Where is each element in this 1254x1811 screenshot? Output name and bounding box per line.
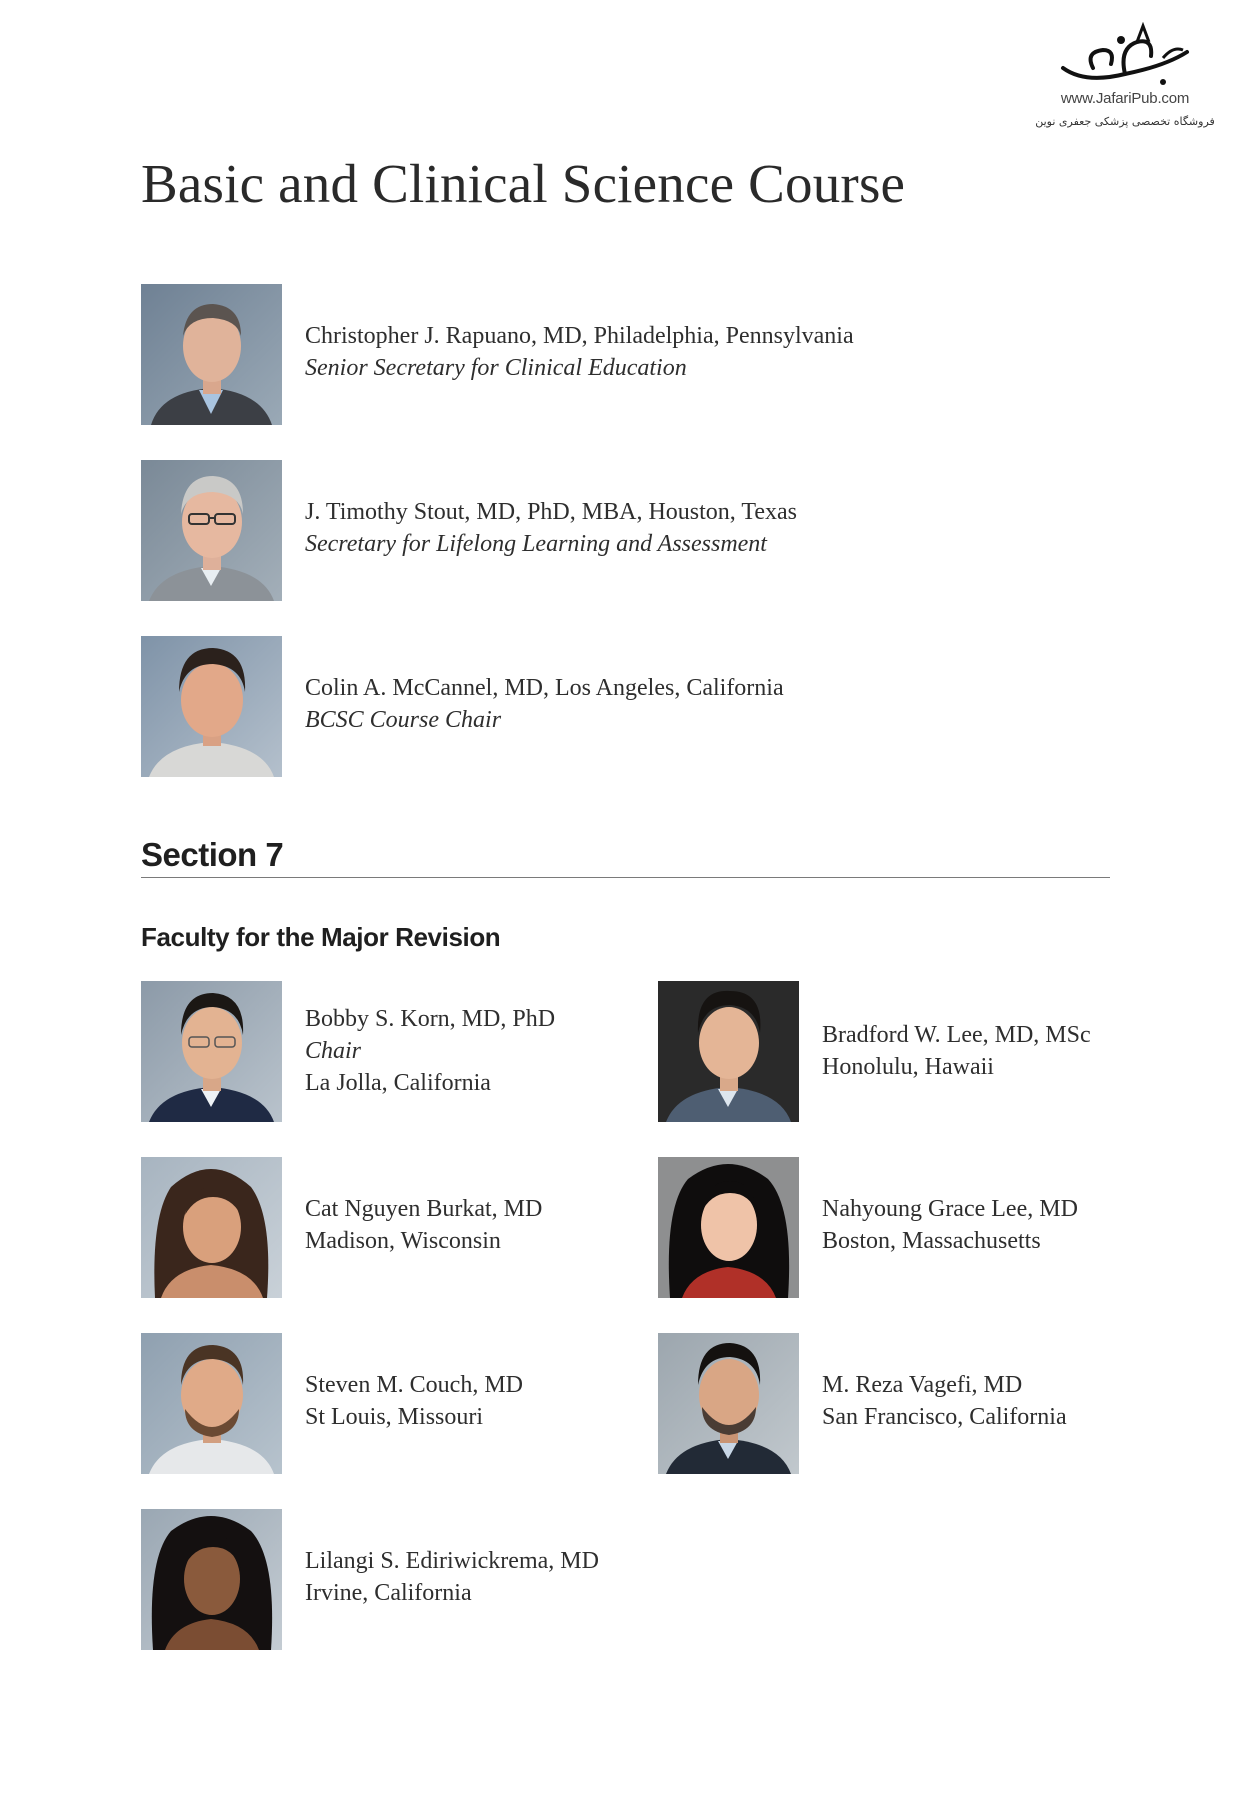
faculty-name: Bobby S. Korn, MD, PhD (305, 1006, 556, 1032)
portrait-photo (141, 1157, 282, 1298)
leader-info (305, 496, 797, 560)
faculty-name: M. Reza Vagefi, MD (822, 1372, 1023, 1398)
portrait-photo (141, 636, 282, 777)
portrait-photo (141, 284, 282, 425)
faculty-info (305, 1003, 555, 1099)
faculty-location: Madison, Wisconsin (305, 1228, 501, 1254)
watermark-url[interactable]: www.JafariPub.com (1060, 90, 1190, 107)
leader-info (305, 672, 784, 736)
faculty-location: San Francisco, California (822, 1404, 1067, 1430)
portrait-photo (658, 1157, 799, 1298)
leader-role: Senior Secretary for Clinical Education (305, 355, 687, 381)
faculty-info (305, 1193, 542, 1257)
faculty-name: Cat Nguyen Burkat, MD (305, 1196, 543, 1222)
faculty-location: St Louis, Missouri (305, 1404, 484, 1430)
faculty-name: Lilangi S. Ediriwickrema, MD (305, 1548, 599, 1574)
leader-role: Secretary for Lifelong Learning and Assessment (305, 531, 767, 557)
faculty-info (822, 1019, 1091, 1083)
faculty-name: Bradford W. Lee, MD, MSc (822, 1022, 1091, 1048)
faculty-location: Honolulu, Hawaii (822, 1054, 994, 1080)
leader-role: BCSC Course Chair (305, 707, 502, 733)
faculty-subheading: Faculty for the Major Revision (141, 922, 501, 952)
portrait-photo (141, 981, 282, 1122)
page-title: Basic and Clinical Science Course (141, 153, 906, 214)
faculty-name: Steven M. Couch, MD (305, 1372, 523, 1398)
watermark-tagline: فروشگاه تخصصی پزشکی جعفری نوین (1035, 115, 1215, 128)
faculty-location: Irvine, California (305, 1580, 472, 1606)
faculty-info (822, 1369, 1067, 1433)
faculty-info (305, 1369, 523, 1433)
leader-name: Colin A. McCannel, MD, Los Angeles, California (305, 675, 784, 701)
faculty-location: La Jolla, California (305, 1070, 491, 1096)
portrait-photo (658, 981, 799, 1122)
portrait-photo (141, 1333, 282, 1474)
watermark-logo (1020, 22, 1230, 142)
portrait-photo (658, 1333, 799, 1474)
section-heading: Section 7 (141, 836, 284, 873)
leader-name: J. Timothy Stout, MD, PhD, MBA, Houston, Texas (305, 499, 797, 525)
portrait-photo (141, 460, 282, 601)
faculty-name: Nahyoung Grace Lee, MD (822, 1196, 1078, 1222)
section-divider (141, 877, 1110, 878)
faculty-info (305, 1545, 599, 1609)
leader-info (305, 320, 854, 384)
leader-name: Christopher J. Rapuano, MD, Philadelphia, Pennsylvania (305, 323, 854, 349)
faculty-info (822, 1193, 1078, 1257)
portrait-photo (141, 1509, 282, 1650)
faculty-role: Chair (305, 1038, 362, 1064)
faculty-location: Boston, Massachusetts (822, 1228, 1041, 1254)
jafaripub-logo-icon (1055, 22, 1195, 90)
